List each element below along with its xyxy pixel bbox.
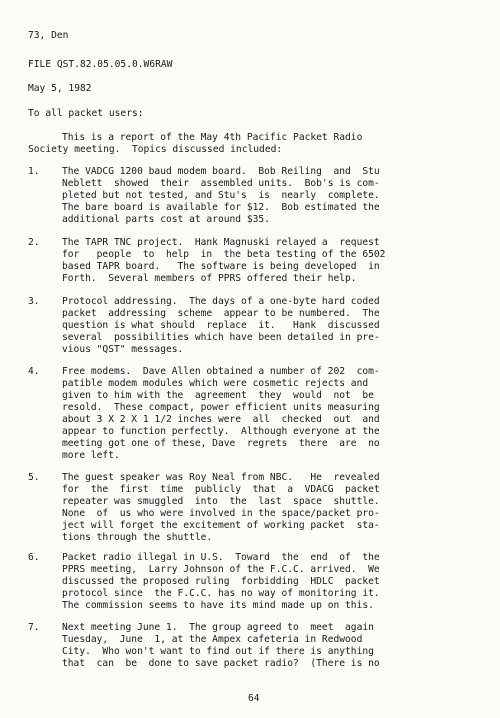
item-line: based TAPR board. The software is being developed in [62, 261, 380, 272]
item-line: Packet radio illegal in U.S. Toward the end of the [62, 552, 380, 563]
item-line: for people to help in the beta testing of the 6502 [62, 249, 386, 260]
item-number: 6. [28, 552, 40, 563]
intro-line-1: This is a report of the May 4th Pacific Packet Radio [62, 132, 363, 143]
item-line: additional parts cost at around $35. [62, 214, 270, 225]
item-line: repeater was smuggled into the last space shuttle. [62, 496, 380, 507]
item-line: protocol since the F.C.C. has no way of monitoring it. [62, 588, 380, 599]
item-body [62, 296, 472, 356]
item-number: 7. [28, 622, 40, 633]
item-line: packet addressing scheme appear to be numbered. The [62, 308, 380, 319]
item-line: The bare board is available for $12. Bob estimated the [62, 202, 380, 213]
item-line: patible modem modules which were cosmetic rejects and [62, 378, 369, 389]
item-line: more left. [62, 450, 120, 461]
item-number: 1. [28, 166, 40, 177]
item-line: about 3 X 2 X 1 1/2 inches were all checked out and [62, 414, 380, 425]
item-line: ject will forget the excitement of working packet sta- [62, 520, 380, 531]
item-number: 2. [28, 237, 40, 248]
closing-signoff: 73, Den [28, 30, 69, 41]
item-line: The commission seems to have its mind made up on this. [62, 600, 374, 611]
intro-line-2: Society meeting. Topics discussed included: [28, 144, 283, 155]
salutation: To all packet users: [28, 108, 144, 119]
item-line: meeting got one of these, Dave regrets there are no [62, 438, 380, 449]
item-line: Forth. Several members of PPRS offered their help. [62, 273, 357, 284]
item-line: resold. These compact, power efficient units measuring [62, 402, 380, 413]
item-line: tions through the shuttle. [62, 532, 213, 543]
item-line: question is what should replace it. Hank discussed [62, 320, 380, 331]
item-line: The guest speaker was Roy Neal from NBC. He revealed [62, 472, 380, 483]
item-line: None of us who were involved in the space/packet pro- [62, 508, 380, 519]
item-body [62, 237, 472, 285]
item-line: Next meeting June 1. The group agreed to meet again [62, 622, 374, 633]
item-line: City. Who won't want to find out if there is anything [62, 646, 374, 657]
item-number: 4. [28, 366, 40, 377]
file-identifier: FILE QST.82.05.05.0.W6RAW [28, 59, 173, 70]
document-date: May 5, 1982 [28, 83, 92, 94]
item-body [62, 552, 472, 612]
item-line: that can be done to save packet radio? (There is no [62, 658, 380, 669]
item-line: given to him with the agreement they would not be [62, 390, 374, 401]
item-line: The TAPR TNC project. Hank Magnuski relayed a request [62, 237, 380, 248]
item-body [62, 366, 472, 462]
item-line: pleted but not tested, and Stu's is nearly complete. [62, 190, 380, 201]
item-body [62, 166, 472, 226]
item-number: 5. [28, 472, 40, 483]
item-line: Tuesday, June 1, at the Ampex cafeteria in Redwood [62, 634, 363, 645]
item-line: for the first time publicly that a VDACG packet [62, 484, 380, 495]
item-line: The VADCG 1200 baud modem board. Bob Reiling and Stu [62, 166, 380, 177]
item-line: several possibilities which have been detailed in pre- [62, 332, 380, 343]
item-line: appear to function perfectly. Although everyone at the [62, 426, 380, 437]
item-line: discussed the proposed ruling forbidding HDLC packet [62, 576, 380, 587]
item-line: Free modems. Dave Allen obtained a number of 202 com- [62, 366, 380, 377]
item-body [62, 472, 472, 544]
item-line: Protocol addressing. The days of a one-byte hard coded [62, 296, 380, 307]
item-line: PPRS meeting, Larry Johnson of the F.C.C. arrived. We [62, 564, 380, 575]
item-body [62, 622, 472, 670]
page-number: 64 [248, 693, 260, 704]
item-line: Neblett showed their assembled units. Bob's is com- [62, 178, 380, 189]
item-line: vious "QST" messages. [62, 344, 184, 355]
item-number: 3. [28, 296, 40, 307]
